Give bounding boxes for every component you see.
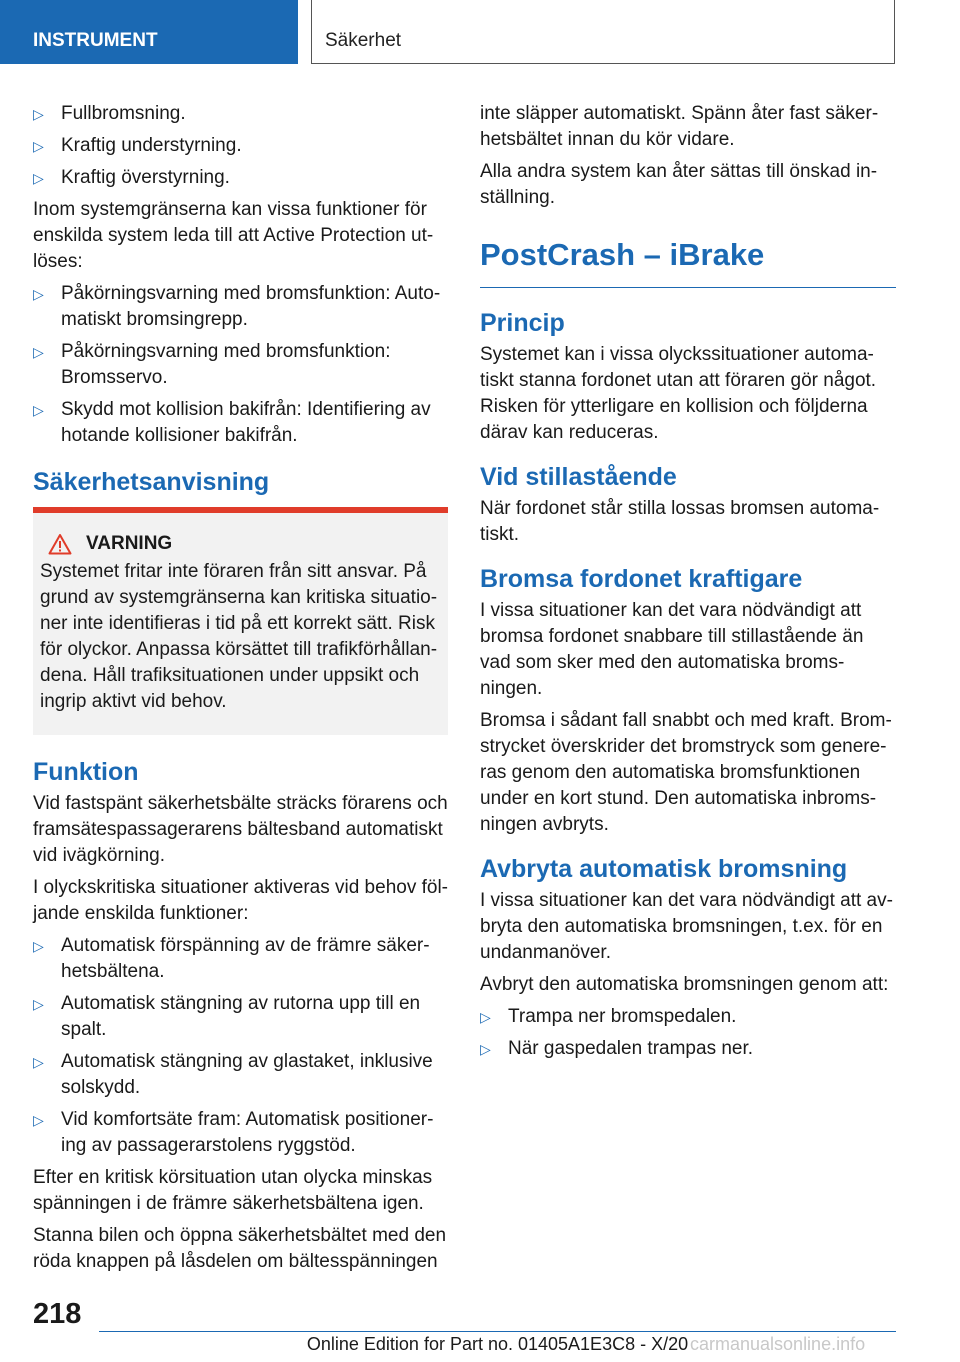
warning-text: Systemet fritar inte föraren från sitt ansvar. På grund av systemgränserna kan kritiska situatio-ner inte identifieras i tid på ett korrekt sätt. Risk för olyckor. Anpassa körsättet till trafikförhållan-dena. Håll trafiksituationen under uppsikt och ingrip aktivt vid behov. — [40, 561, 438, 712]
list-item: ▷ Automatisk förspänning av de främre säker-hetsbältena. — [33, 935, 430, 982]
function-heading: Funktion — [33, 758, 139, 786]
brake-paragraph-2: Bromsa i sådant fall snabbt och med kraft. Brom-strycket överskrider det bromstryck som genere-ras genom den automatiska bromsfunktionen under en kort stund. Den automatiska inbroms-ningen avbryts. — [480, 710, 892, 835]
list-item: ▷ Automatisk stängning av rutorna upp till en spalt. — [33, 993, 421, 1040]
cancel-list — [480, 1004, 896, 1062]
page-number: 218 — [33, 1298, 82, 1330]
triangle-bullet-icon: ▷ — [33, 938, 44, 954]
warning-box — [33, 507, 448, 735]
list-item: ▷ Påkörningsvarning med bromsfunktion: Auto-matiskt bromsingrepp. — [33, 283, 441, 330]
footer-rule — [99, 1331, 896, 1332]
other-systems-paragraph: Alla andra system kan åter sättas till önskad in-ställning. — [480, 161, 878, 208]
list-item: ▷ Vid komfortsäte fram: Automatisk positioner-ing av passagerarstolens ryggstöd. — [33, 1109, 434, 1156]
heading-rule — [480, 287, 896, 288]
list-item: ▷ Trampa ner bromspedalen. — [480, 1004, 896, 1030]
brake-paragraph-1: I vissa situationer kan det vara nödvändigt att bromsa fordonet snabbare till stillastående än vad som sker med den automatiska broms-ningen. — [480, 600, 864, 699]
cancel-paragraph-1: I vissa situationer kan det vara nödvändigt att av-bryta den automatiska bromsningen, t.ex. för en undanmanöver. — [480, 890, 893, 963]
header-chapter-tab — [311, 0, 895, 64]
function-list — [33, 933, 448, 1159]
triangle-bullet-icon: ▷ — [33, 1054, 44, 1070]
stop-car-paragraph: Stanna bilen och öppna säkerhetsbältet med den röda knappen på låsdelen om bältesspänningen — [33, 1225, 447, 1272]
list-item: ▷ Automatisk stängning av glastaket, inklusive solskydd. — [33, 1051, 433, 1098]
warning-title: VARNING — [86, 533, 173, 554]
left-column — [33, 101, 448, 1281]
triangle-bullet-icon: ▷ — [33, 106, 44, 122]
list-item: ▷ Påkörningsvarning med bromsfunktion: Bromsservo. — [33, 341, 391, 388]
function-paragraph-1: Vid fastspänt säkerhetsbälte sträcks förarens och framsätespassagerarens bältesband automatiskt vid ivägkörning. — [33, 793, 448, 866]
triangle-bullet-icon: ▷ — [33, 402, 44, 418]
continuation-paragraph: inte släpper automatiskt. Spänn åter fast säker-hetsbältet innan du kör vidare. — [480, 103, 879, 150]
triangle-bullet-icon: ▷ — [480, 1009, 491, 1025]
triangle-bullet-icon: ▷ — [33, 1112, 44, 1128]
footer-edition: Online Edition for Part no. 01405A1E3C8 - X/20 — [306, 1334, 689, 1354]
triangle-bullet-icon: ▷ — [33, 170, 44, 186]
system-limits-paragraph: Inom systemgränserna kan vissa funktioner för enskilda system leda till att Active Protection ut-löses: — [33, 199, 434, 272]
warning-triangle-icon — [48, 533, 72, 555]
standstill-heading: Vid stillastående — [480, 463, 677, 491]
standstill-paragraph: När fordonet står stilla lossas bromsen automa-tiskt. — [480, 498, 880, 545]
triangle-bullet-icon: ▷ — [480, 1041, 491, 1057]
header-section-label: INSTRUMENT — [33, 30, 158, 51]
list-item: ▷ När gaspedalen trampas ner. — [480, 1036, 896, 1062]
principle-heading: Princip — [480, 309, 565, 337]
cancel-braking-heading: Avbryta automatisk bromsning — [480, 855, 848, 883]
principle-paragraph: Systemet kan i vissa olyckssituationer automa-tiskt stanna fordonet utan att föraren gör något. Risken för ytterligare en kollision och följderna därav kan reduceras. — [480, 344, 877, 443]
list-item: ▷ Kraftig överstyrning. — [33, 165, 448, 191]
header-chapter-label: Säkerhet — [325, 30, 402, 51]
safety-heading: Säkerhetsanvisning — [33, 468, 270, 496]
list-item: ▷ Kraftig understyrning. — [33, 133, 448, 159]
right-column — [480, 101, 896, 1068]
triangle-bullet-icon: ▷ — [33, 286, 44, 302]
postcrash-heading: PostCrash – iBrake — [480, 237, 765, 272]
header-section-tab — [0, 0, 298, 64]
cancel-paragraph-2: Avbryt den automatiska bromsningen genom att: — [480, 974, 889, 995]
triangle-bullet-icon: ▷ — [33, 138, 44, 154]
triangle-bullet-icon: ▷ — [33, 996, 44, 1012]
list-item: ▷ Fullbromsning. — [33, 101, 448, 127]
watermark: carmanualsonline.info — [690, 1334, 866, 1354]
warning-title-row — [40, 533, 441, 555]
brake-harder-heading: Bromsa fordonet kraftigare — [480, 565, 803, 593]
list-item: ▷ Skydd mot kollision bakifrån: Identifiering av hotande kollisioner bakifrån. — [33, 399, 431, 446]
after-situation-paragraph: Efter en kritisk körsituation utan olycka minskas spänningen i de främre säkerhetsbältena igen. — [33, 1167, 433, 1214]
braking-situations-list — [33, 101, 448, 191]
trigger-functions-list — [33, 281, 448, 449]
triangle-bullet-icon: ▷ — [33, 344, 44, 360]
function-paragraph-2: I olyckskritiska situationer aktiveras vid behov föl-jande enskilda funktioner: — [33, 877, 448, 924]
